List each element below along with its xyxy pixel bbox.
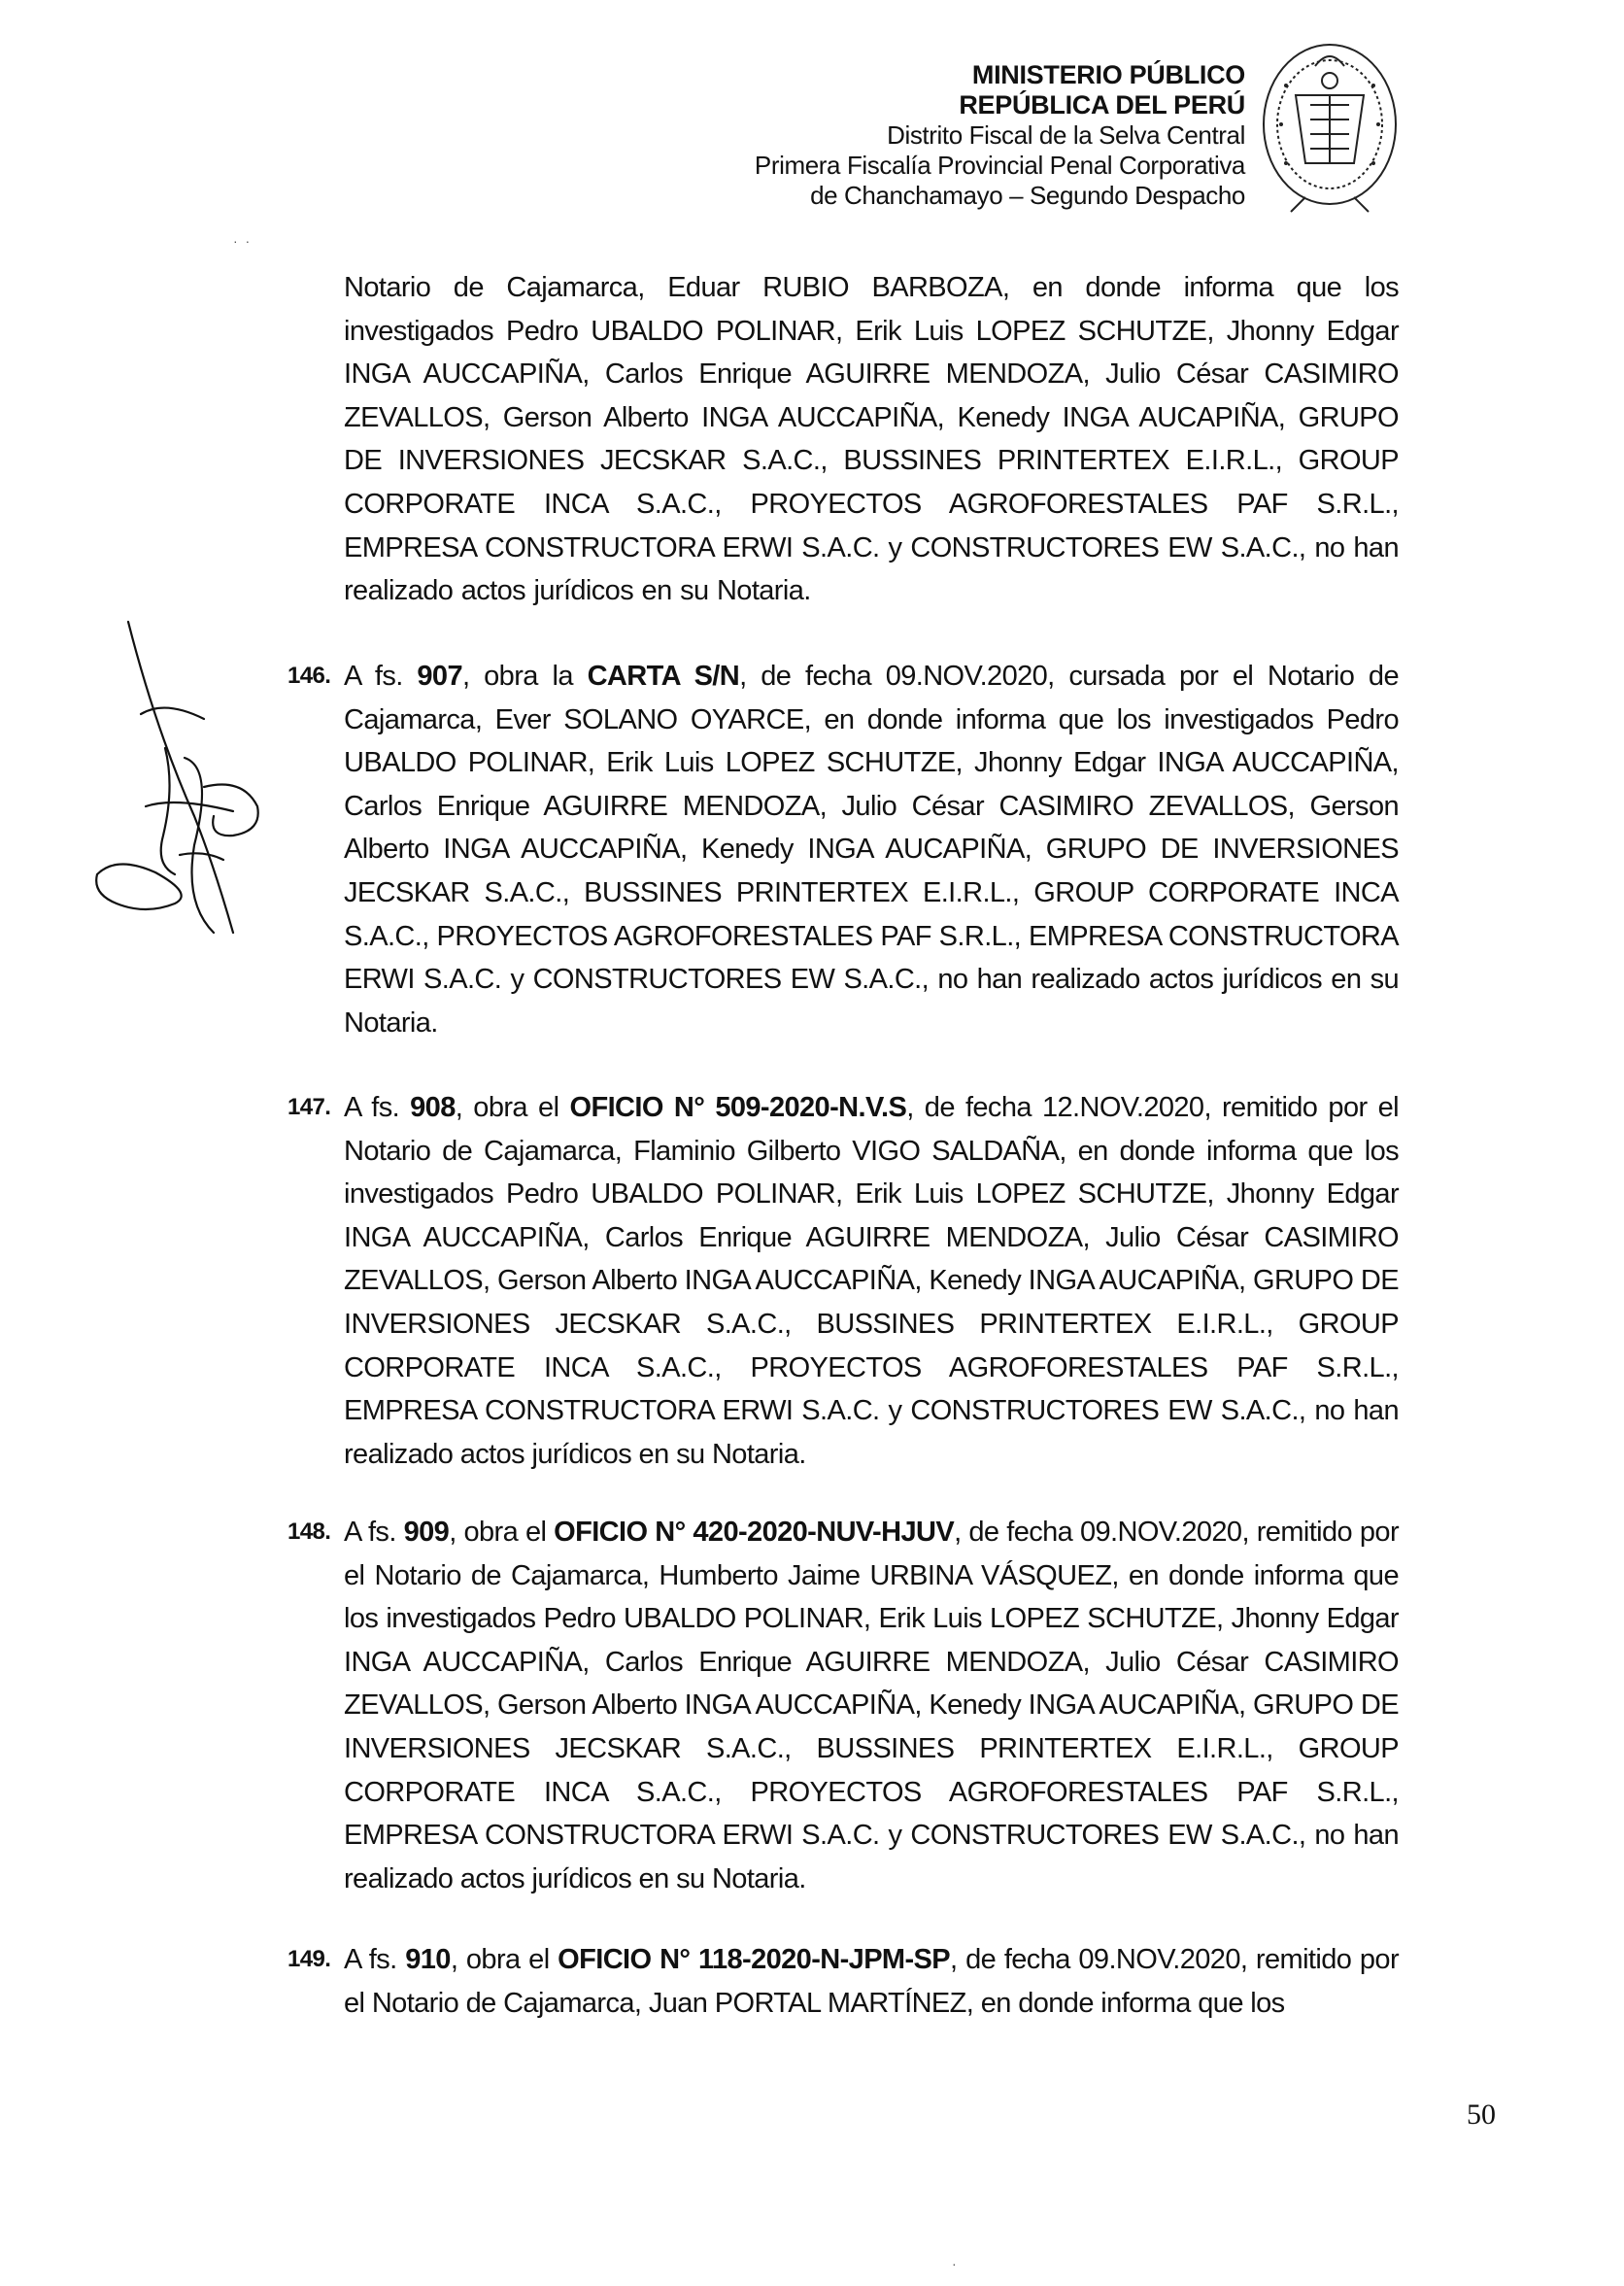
institution-header xyxy=(755,60,1245,211)
item-text: A fs. 910, obra el OFICIO N° 118-2020-N-JPM-SP, de fecha 09.NOV.2020, remitido por el Notario de Cajamarca, Juan PORTAL MARTÍNEZ, en donde informa que los xyxy=(344,1944,1400,2019)
official-seal-icon xyxy=(1257,27,1403,231)
header-country: REPÚBLICA DEL PERÚ xyxy=(959,90,1245,119)
scan-mark: · xyxy=(952,2256,957,2271)
item-number: 149. xyxy=(288,1946,331,1972)
item-number: 148. xyxy=(288,1518,331,1545)
header-ministry: MINISTERIO PÚBLICO xyxy=(971,60,1245,89)
handwritten-signature xyxy=(87,612,282,962)
list-item-147 xyxy=(288,1086,1399,1476)
header-office: Primera Fiscalía Provincial Penal Corporativa xyxy=(754,151,1245,180)
scan-mark: · · xyxy=(233,233,251,249)
item-text: A fs. 907, obra la CARTA S/N, de fecha 09.NOV.2020, cursada por el Notario de Cajamarca, Ever SOLANO OYARCE, en donde informa que los investigados Pedro UBALDO POLINAR, Erik Luis LOPEZ SCHUTZE, Jhonny Edgar INGA AUCCAPIÑA, Carlos Enrique AGUIRRE MENDOZA, Julio César CASIMIRO ZEVALLOS, Gerson Alberto INGA AUCCAPIÑA, Kenedy INGA AUCAPIÑA, GRUPO DE INVERSIONES JECSKAR S.A.C., BUSSINES PRINTERTEX E.I.R.L., GROUP CORPORATE INCA S.A.C., PROYECTOS AGROFORESTALES PAF S.R.L., EMPRESA CONSTRUCTORA ERWI S.A.C. y CONSTRUCTORES EW S.A.C., no han realizado actos jurídicos en su Notaria. xyxy=(344,661,1399,1039)
header-office-location: de Chanchamayo – Segundo Despacho xyxy=(810,181,1245,210)
list-item-149 xyxy=(288,1938,1399,2025)
item-number: 146. xyxy=(288,663,331,689)
header-district: Distrito Fiscal de la Selva Central xyxy=(887,120,1245,150)
list-item-148 xyxy=(288,1511,1399,1900)
page-number: 50 xyxy=(1467,2098,1496,2131)
item-text: A fs. 909, obra el OFICIO N° 420-2020-NUV-HJUV, de fecha 09.NOV.2020, remitido por el Notario de Cajamarca, Humberto Jaime URBINA VÁSQUEZ, en donde informa que los investigados Pedro UBALDO POLINAR, Erik Luis LOPEZ SCHUTZE, Jhonny Edgar INGA AUCCAPIÑA, Carlos Enrique AGUIRRE MENDOZA, Julio César CASIMIRO ZEVALLOS, Gerson Alberto INGA AUCCAPIÑA, Kenedy INGA AUCAPIÑA, GRUPO DE INVERSIONES JECSKAR S.A.C., BUSSINES PRINTERTEX E.I.R.L., GROUP CORPORATE INCA S.A.C., PROYECTOS AGROFORESTALES PAF S.R.L., EMPRESA CONSTRUCTORA ERWI S.A.C. y CONSTRUCTORES EW S.A.C., no han realizado actos jurídicos en su Notaria. xyxy=(344,1517,1400,1894)
item-number: 147. xyxy=(288,1094,331,1120)
item-text: A fs. 908, obra el OFICIO N° 509-2020-N.V.S, de fecha 12.NOV.2020, remitido por el Notario de Cajamarca, Flaminio Gilberto VIGO SALDAÑA, en donde informa que los investigados Pedro UBALDO POLINAR, Erik Luis LOPEZ SCHUTZE, Jhonny Edgar INGA AUCCAPIÑA, Carlos Enrique AGUIRRE MENDOZA, Julio César CASIMIRO ZEVALLOS, Gerson Alberto INGA AUCCAPIÑA, Kenedy INGA AUCAPIÑA, GRUPO DE INVERSIONES JECSKAR S.A.C., BUSSINES PRINTERTEX E.I.R.L., GROUP CORPORATE INCA S.A.C., PROYECTOS AGROFORESTALES PAF S.R.L., EMPRESA CONSTRUCTORA ERWI S.A.C. y CONSTRUCTORES EW S.A.C., no han realizado actos jurídicos en su Notaria. xyxy=(344,1092,1400,1470)
list-item-146 xyxy=(288,655,1399,1044)
continued-paragraph: Notario de Cajamarca, Eduar RUBIO BARBOZA, en donde informa que los investigados Pedro UBALDO POLINAR, Erik Luis LOPEZ SCHUTZE, Jhonny Edgar INGA AUCCAPIÑA, Carlos Enrique AGUIRRE MENDOZA, Julio César CASIMIRO ZEVALLOS, Gerson Alberto INGA AUCCAPIÑA, Kenedy INGA AUCAPIÑA, GRUPO DE INVERSIONES JECSKAR S.A.C., BUSSINES PRINTERTEX E.I.R.L., GROUP CORPORATE INCA S.A.C., PROYECTOS AGROFORESTALES PAF S.R.L., EMPRESA CONSTRUCTORA ERWI S.A.C. y CONSTRUCTORES EW S.A.C., no han realizado actos jurídicos en su Notaria. xyxy=(344,272,1399,607)
